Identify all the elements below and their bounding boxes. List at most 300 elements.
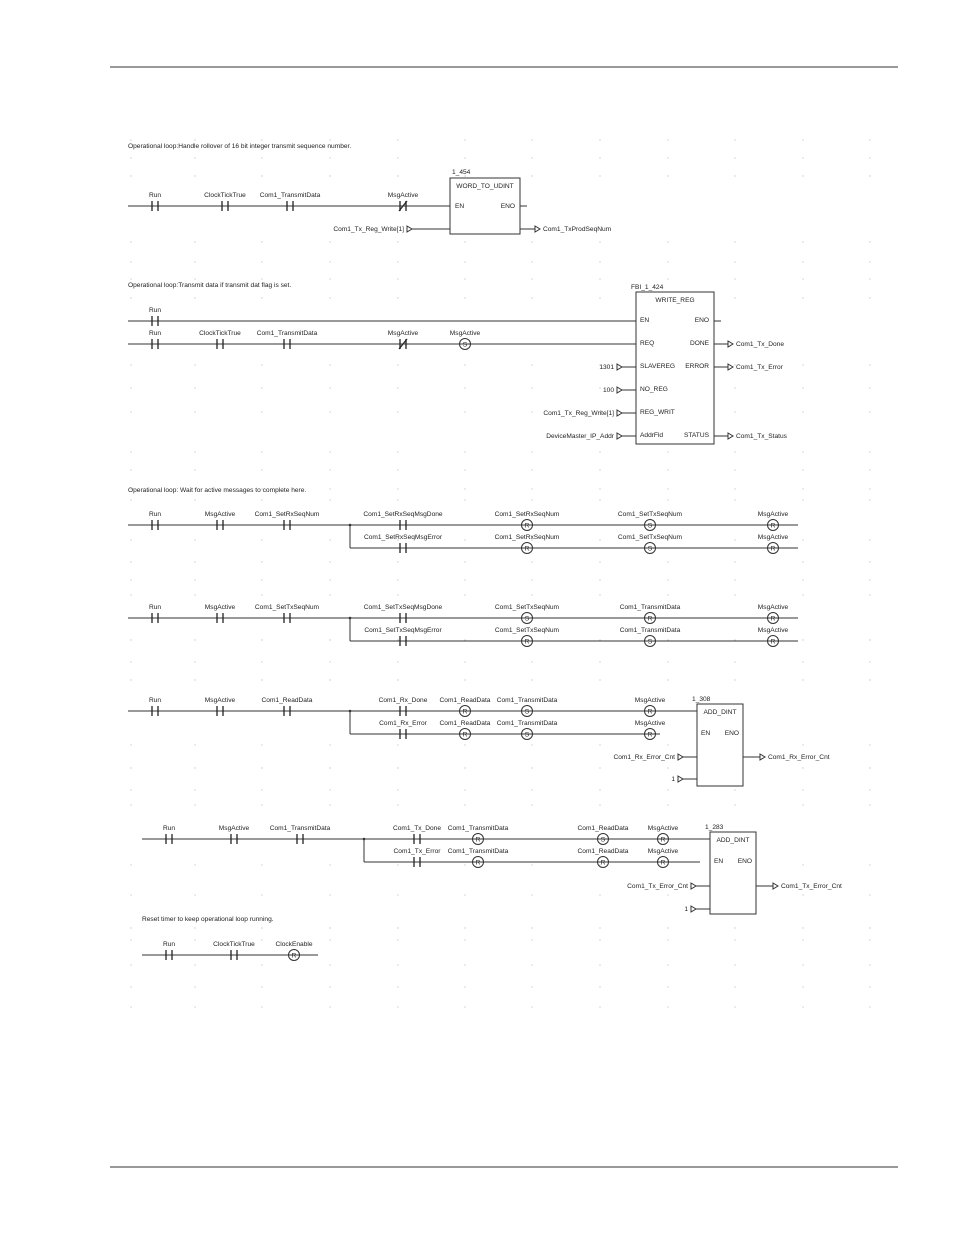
grid-dot — [532, 805, 533, 806]
contact-label: Run — [148, 697, 162, 704]
pin-label: EN — [640, 317, 650, 324]
grid-dot — [735, 140, 736, 141]
contact-label: Com1_TransmitData — [269, 825, 331, 832]
contact-label: Run — [148, 604, 162, 611]
grid-dot — [330, 595, 331, 596]
grid-dot — [195, 298, 196, 299]
function-block — [710, 832, 756, 914]
grid-dot — [195, 965, 196, 966]
grid-dot — [262, 580, 263, 581]
grid-dot — [330, 580, 331, 581]
grid-dot — [330, 176, 331, 177]
grid-dot — [600, 680, 601, 681]
grid-dot — [600, 940, 601, 941]
grid-dot — [195, 640, 196, 641]
coil-type: R — [475, 859, 481, 867]
grid-dot — [465, 562, 466, 563]
grid-dot — [195, 928, 196, 929]
contact-label: Com1_Rx_Done — [378, 697, 428, 704]
grid-dot — [398, 470, 399, 471]
grid-dot — [870, 279, 871, 280]
grid-dot — [398, 768, 399, 769]
grid-dot — [532, 865, 533, 866]
contact-label: MsgActive — [218, 825, 250, 832]
coil-label: Com1_TransmitData — [619, 627, 681, 634]
grid-dot — [803, 965, 804, 966]
coil-type: S — [600, 836, 606, 844]
grid-dot — [803, 662, 804, 663]
grid-dot — [532, 928, 533, 929]
grid-dot — [668, 470, 669, 471]
grid-dot — [131, 242, 132, 243]
grid-dot — [532, 412, 533, 413]
grid-dot — [465, 1007, 466, 1008]
grid-dot — [398, 298, 399, 299]
grid-dot — [262, 158, 263, 159]
grid-dot — [532, 242, 533, 243]
grid-dot — [532, 680, 533, 681]
grid-dot — [195, 805, 196, 806]
grid-dot — [735, 662, 736, 663]
grid-dot — [131, 580, 132, 581]
grid-dot — [668, 790, 669, 791]
grid-dot — [600, 562, 601, 563]
grid-dot — [668, 176, 669, 177]
grid-dot — [195, 412, 196, 413]
grid-dot — [330, 940, 331, 941]
grid-dot — [600, 158, 601, 159]
coil-label: Com1_TransmitData — [447, 848, 509, 855]
block-instance-id: 1_308 — [692, 696, 711, 703]
grid-dot — [131, 279, 132, 280]
coil-type: R — [660, 859, 666, 867]
coil-type: R — [770, 545, 776, 553]
grid-dot — [735, 595, 736, 596]
grid-dot — [803, 1007, 804, 1008]
grid-dot — [735, 562, 736, 563]
grid-dot — [735, 176, 736, 177]
grid-dot — [668, 662, 669, 663]
grid-dot — [532, 262, 533, 263]
grid-dot — [330, 790, 331, 791]
grid-dot — [398, 365, 399, 366]
grid-dot — [262, 790, 263, 791]
grid-dot — [532, 562, 533, 563]
grid-dot — [803, 242, 804, 243]
grid-dot — [668, 595, 669, 596]
grid-dot — [803, 176, 804, 177]
grid-dot — [668, 928, 669, 929]
grid-dot — [735, 298, 736, 299]
rung-comment: Operational loop:Transmit data if transmit dat flag is set. — [128, 282, 292, 289]
grid-dot — [262, 140, 263, 141]
grid-dot — [465, 500, 466, 501]
coil-label: MsgActive — [647, 825, 679, 832]
coil-label: Com1_TransmitData — [496, 720, 558, 727]
grid-dot — [465, 768, 466, 769]
grid-dot — [532, 745, 533, 746]
grid-dot — [398, 805, 399, 806]
grid-dot — [735, 987, 736, 988]
coil-label: Com1_SetRxSeqNum — [494, 534, 560, 541]
coil-type: S — [647, 638, 653, 646]
grid-dot — [532, 500, 533, 501]
grid-dot — [870, 262, 871, 263]
grid-dot — [465, 140, 466, 141]
grid-dot — [262, 452, 263, 453]
coil-label: Com1_SetTxSeqNum — [617, 534, 683, 541]
grid-dot — [195, 580, 196, 581]
grid-dot — [870, 965, 871, 966]
grid-dot — [668, 500, 669, 501]
grid-dot — [398, 987, 399, 988]
pin-label: NO_REG — [640, 386, 668, 393]
grid-dot — [131, 595, 132, 596]
grid-dot — [330, 298, 331, 299]
grid-dot — [600, 987, 601, 988]
grid-dot — [803, 365, 804, 366]
grid-dot — [465, 580, 466, 581]
grid-dot — [262, 412, 263, 413]
grid-dot — [870, 865, 871, 866]
output-arrow — [535, 226, 540, 232]
grid-dot — [131, 412, 132, 413]
grid-dot — [803, 388, 804, 389]
grid-dot — [870, 640, 871, 641]
input-arrow — [407, 226, 412, 232]
grid-dot — [262, 680, 263, 681]
contact-label: Run — [148, 192, 162, 199]
contact-label: Run — [162, 941, 176, 948]
grid-dot — [262, 865, 263, 866]
grid-dot — [735, 928, 736, 929]
grid-dot — [532, 895, 533, 896]
grid-dot — [668, 965, 669, 966]
coil-label: Com1_ReadData — [439, 697, 491, 704]
input-arrow — [617, 433, 622, 439]
input-variable: Com1_Tx_Reg_Write[1] — [543, 410, 614, 417]
grid-dot — [600, 895, 601, 896]
coil-label: MsgActive — [634, 720, 666, 727]
grid-dot — [398, 140, 399, 141]
grid-dot — [600, 790, 601, 791]
contact-label: Com1_Tx_Done — [392, 825, 442, 832]
grid-dot — [131, 865, 132, 866]
grid-dot — [668, 242, 669, 243]
grid-dot — [398, 500, 399, 501]
pin-label: ENO — [694, 317, 709, 324]
grid-dot — [735, 489, 736, 490]
grid-dot — [465, 540, 466, 541]
grid-dot — [803, 540, 804, 541]
grid-dot — [465, 987, 466, 988]
grid-dot — [870, 298, 871, 299]
pin-label: ENO — [737, 858, 752, 865]
contact — [399, 201, 407, 211]
block-name: ADD_DINT — [703, 709, 737, 716]
coil-label: Com1_SetRxSeqNum — [494, 511, 560, 518]
grid-dot — [803, 500, 804, 501]
grid-dot — [600, 1007, 601, 1008]
grid-dot — [131, 140, 132, 141]
contact-label: MsgActive — [387, 330, 419, 337]
pin-label: STATUS — [683, 432, 709, 439]
contact-label: Com1_SetTxSeqMsgDone — [363, 604, 443, 611]
grid-dot — [532, 768, 533, 769]
grid-dot — [262, 388, 263, 389]
grid-dot — [195, 540, 196, 541]
grid-dot — [532, 489, 533, 490]
coil-label: Com1_TransmitData — [496, 697, 558, 704]
grid-dot — [532, 987, 533, 988]
grid-dot — [330, 489, 331, 490]
grid-dot — [330, 500, 331, 501]
grid-dot — [803, 489, 804, 490]
block-name: WORD_TO_UDINT — [456, 183, 514, 190]
grid-dot — [330, 865, 331, 866]
grid-dot — [465, 662, 466, 663]
grid-dot — [735, 279, 736, 280]
grid-dot — [735, 680, 736, 681]
grid-dot — [330, 262, 331, 263]
grid-dot — [195, 895, 196, 896]
grid-dot — [668, 452, 669, 453]
grid-dot — [668, 768, 669, 769]
grid-dot — [330, 965, 331, 966]
grid-dot — [398, 242, 399, 243]
grid-dot — [803, 580, 804, 581]
grid-dot — [262, 176, 263, 177]
grid-dot — [735, 412, 736, 413]
grid-dot — [735, 965, 736, 966]
grid-dot — [131, 500, 132, 501]
grid-dot — [465, 298, 466, 299]
grid-dot — [330, 540, 331, 541]
contact-label: MsgActive — [204, 604, 236, 611]
grid-dot — [600, 140, 601, 141]
coil-type: S — [524, 731, 530, 739]
grid-dot — [600, 500, 601, 501]
grid-dot — [195, 388, 196, 389]
grid-dot — [465, 388, 466, 389]
grid-dot — [131, 176, 132, 177]
grid-dot — [735, 388, 736, 389]
grid-dot — [398, 580, 399, 581]
grid-dot — [262, 640, 263, 641]
contact-label: Run — [148, 330, 162, 337]
grid-dot — [870, 500, 871, 501]
block-name: WRITE_REG — [655, 297, 695, 304]
grid-dot — [600, 279, 601, 280]
grid-dot — [398, 279, 399, 280]
grid-dot — [262, 940, 263, 941]
grid-dot — [803, 412, 804, 413]
grid-dot — [195, 242, 196, 243]
grid-dot — [735, 805, 736, 806]
grid-dot — [262, 895, 263, 896]
grid-dot — [330, 470, 331, 471]
grid-dot — [803, 805, 804, 806]
grid-dot — [870, 140, 871, 141]
grid-dot — [600, 262, 601, 263]
grid-dot — [465, 790, 466, 791]
grid-dot — [330, 640, 331, 641]
grid-dot — [532, 279, 533, 280]
grid-dot — [600, 595, 601, 596]
coil-label: Com1_TransmitData — [447, 825, 509, 832]
grid-dot — [262, 805, 263, 806]
grid-dot — [262, 1007, 263, 1008]
grid-dot — [195, 940, 196, 941]
grid-dot — [398, 965, 399, 966]
grid-dot — [803, 895, 804, 896]
grid-dot — [668, 640, 669, 641]
grid-dot — [398, 176, 399, 177]
grid-dot — [131, 562, 132, 563]
grid-dot — [195, 365, 196, 366]
grid-dot — [465, 365, 466, 366]
output-variable: Com1_Rx_Error_Cnt — [768, 754, 830, 761]
grid-dot — [330, 412, 331, 413]
grid-dot — [532, 470, 533, 471]
rung-comment: Operational loop:Handle rollover of 16 bit integer transmit sequence number. — [128, 143, 352, 150]
grid-dot — [262, 745, 263, 746]
grid-dot — [195, 865, 196, 866]
grid-dot — [262, 540, 263, 541]
grid-dot — [870, 365, 871, 366]
grid-dot — [262, 928, 263, 929]
grid-dot — [668, 805, 669, 806]
output-arrow — [760, 754, 765, 760]
grid-dot — [735, 500, 736, 501]
input-variable: Com1_Tx_Error_Cnt — [627, 883, 688, 890]
contact-label: Com1_Rx_Error — [379, 720, 427, 727]
grid-dot — [803, 928, 804, 929]
grid-dot — [803, 640, 804, 641]
coil-type: R — [770, 638, 776, 646]
contact-label: Com1_SetRxSeqMsgDone — [363, 511, 443, 518]
grid-dot — [870, 562, 871, 563]
coil-type: R — [524, 638, 530, 646]
grid-dot — [398, 680, 399, 681]
contact-label: MsgActive — [204, 511, 236, 518]
grid-dot — [600, 805, 601, 806]
coil-type: R — [475, 836, 481, 844]
output-arrow — [728, 433, 733, 439]
coil-label: MsgActive — [647, 848, 679, 855]
grid-dot — [465, 279, 466, 280]
grid-dot — [398, 158, 399, 159]
contact — [399, 339, 407, 349]
pin-label: REG_WRIT — [640, 409, 675, 416]
grid-dot — [195, 470, 196, 471]
grid-dot — [465, 640, 466, 641]
pin-label: EN — [701, 730, 711, 737]
grid-dot — [398, 662, 399, 663]
coil-label: Com1_SetTxSeqNum — [494, 627, 560, 634]
pin-label: AddrFld — [640, 432, 664, 439]
coil-type: R — [770, 522, 776, 530]
input-variable: Com1_Tx_Reg_Write[1] — [333, 226, 404, 233]
grid-dot — [668, 987, 669, 988]
coil-type: R — [524, 522, 530, 530]
grid-dot — [870, 158, 871, 159]
grid-dot — [870, 412, 871, 413]
grid-dot — [465, 262, 466, 263]
grid-dot — [803, 158, 804, 159]
grid-dot — [262, 965, 263, 966]
grid-dot — [131, 365, 132, 366]
grid-dot — [870, 768, 871, 769]
grid-dot — [870, 176, 871, 177]
grid-dot — [131, 388, 132, 389]
coil-type: S — [647, 522, 653, 530]
grid-dot — [735, 262, 736, 263]
grid-dot — [803, 140, 804, 141]
grid-dot — [262, 279, 263, 280]
coil-label: Com1_SetTxSeqNum — [617, 511, 683, 518]
grid-dot — [195, 452, 196, 453]
grid-dot — [870, 1007, 871, 1008]
input-variable: 1301 — [599, 364, 614, 371]
grid-dot — [465, 805, 466, 806]
grid-dot — [131, 895, 132, 896]
grid-dot — [398, 745, 399, 746]
grid-dot — [870, 242, 871, 243]
grid-dot — [131, 768, 132, 769]
grid-dot — [330, 745, 331, 746]
pin-label: ENO — [724, 730, 739, 737]
coil-type: R — [291, 952, 297, 960]
grid-dot — [398, 262, 399, 263]
contact-label: ClockTickTrue — [213, 941, 255, 948]
output-arrow — [728, 341, 733, 347]
grid-dot — [465, 865, 466, 866]
grid-dot — [131, 470, 132, 471]
coil-type: S — [524, 615, 530, 623]
grid-dot — [600, 965, 601, 966]
grid-dot — [870, 580, 871, 581]
grid-dot — [465, 928, 466, 929]
grid-dot — [195, 279, 196, 280]
grid-dot — [600, 745, 601, 746]
grid-dot — [668, 745, 669, 746]
grid-dot — [330, 1007, 331, 1008]
grid-dot — [735, 158, 736, 159]
grid-dot — [532, 580, 533, 581]
pin-label: EN — [455, 203, 465, 210]
coil-type: R — [770, 615, 776, 623]
input-variable: Com1_Rx_Error_Cnt — [613, 754, 675, 761]
grid-dot — [195, 176, 196, 177]
input-arrow — [691, 906, 696, 912]
grid-dot — [600, 242, 601, 243]
grid-dot — [398, 640, 399, 641]
grid-dot — [803, 279, 804, 280]
grid-dot — [668, 158, 669, 159]
grid-dot — [803, 987, 804, 988]
grid-dot — [465, 242, 466, 243]
grid-dot — [262, 262, 263, 263]
output-variable: Com1_Tx_Error — [736, 364, 783, 371]
grid-dot — [600, 489, 601, 490]
grid-dot — [870, 895, 871, 896]
pin-label: SLAVEREG — [640, 363, 676, 370]
grid-dot — [195, 158, 196, 159]
grid-dot — [330, 365, 331, 366]
grid-dot — [668, 940, 669, 941]
grid-dot — [735, 1007, 736, 1008]
